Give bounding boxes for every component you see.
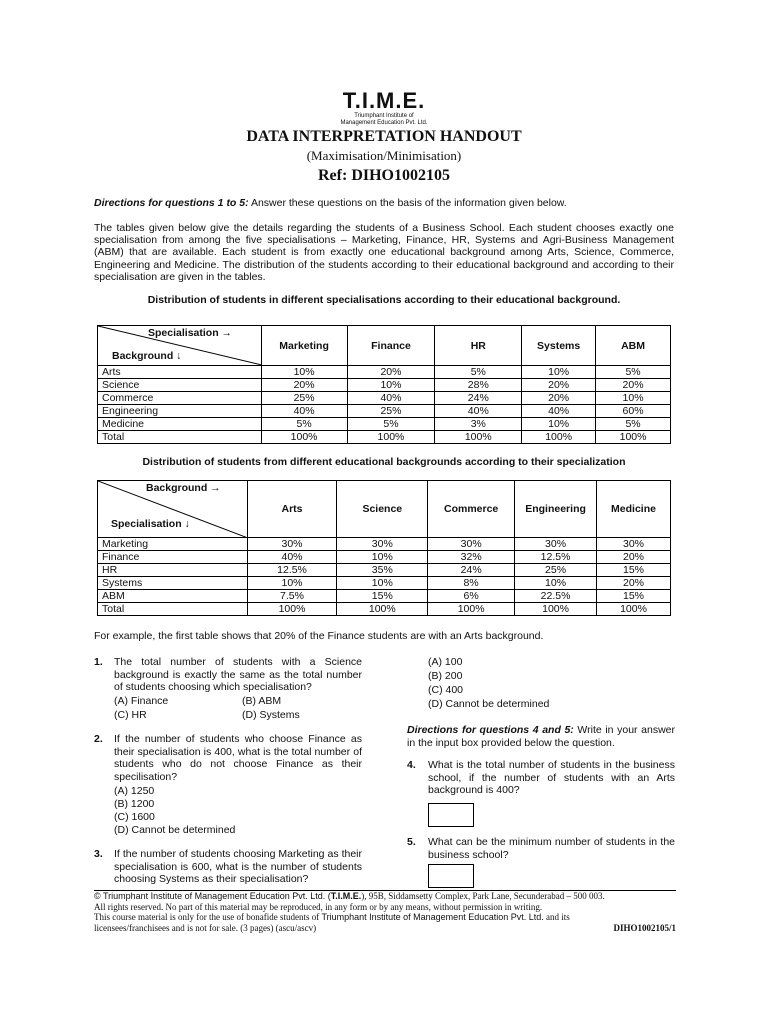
cell: 100% <box>522 431 596 444</box>
cell: 24% <box>428 564 515 577</box>
footer-line3-c: and its <box>543 912 570 923</box>
cell: 100% <box>435 431 522 444</box>
footer-brand: T.I.M.E. <box>330 891 362 901</box>
footer-line4-row <box>94 923 676 934</box>
table2-caption: Distribution of students from different educational backgrounds according to their specialization <box>142 456 626 468</box>
cell: 15% <box>337 590 428 603</box>
directions-1 <box>94 197 674 209</box>
footer <box>94 891 676 933</box>
table1-row <box>98 405 671 418</box>
cell: 5% <box>596 418 671 431</box>
cell: 20% <box>597 577 671 590</box>
cell: 5% <box>347 418 435 431</box>
cell: 30% <box>428 538 515 551</box>
logo-subtitle-line2: Management Education Pvt. Ltd. <box>340 120 428 126</box>
q1-option-b[interactable]: (B) ABM <box>242 695 282 707</box>
q3-option-a[interactable]: (A) 100 <box>428 656 463 668</box>
footer-line3-a: This course material is only for the use of bonafide students of <box>94 912 322 923</box>
table1-corner-top: Specialisation → <box>148 327 233 339</box>
q3-option-c[interactable]: (C) 400 <box>428 684 464 696</box>
question-number: 4. <box>407 759 416 771</box>
row-label: Science <box>98 379 262 392</box>
table2-row <box>98 551 671 564</box>
cell: 10% <box>515 577 597 590</box>
cell: 7.5% <box>247 590 337 603</box>
question-number: 2. <box>94 733 103 745</box>
table1-row <box>98 418 671 431</box>
cell: 15% <box>597 590 671 603</box>
question-text: What can be the minimum number of students in the business school? <box>428 836 675 861</box>
cell: 25% <box>261 392 347 405</box>
question-4 <box>407 759 675 797</box>
table1-col-header: Systems <box>522 326 596 366</box>
cell: 20% <box>522 379 596 392</box>
table1-row <box>98 392 671 405</box>
question-number: 1. <box>94 656 103 668</box>
cell: 5% <box>596 366 671 379</box>
cell: 100% <box>261 431 347 444</box>
question-text: What is the total number of students in the business school, if the number of students with an Arts background is 400? <box>428 759 675 797</box>
q2-option-c[interactable]: (C) 1600 <box>114 811 155 823</box>
row-label: Finance <box>98 551 248 564</box>
table1-col-header: ABM <box>596 326 671 366</box>
table2-corner-top: Background → <box>146 482 221 494</box>
row-label: Commerce <box>98 392 262 405</box>
footer-address: ), 95B, Siddamsetty Complex, Park Lane, Secunderabad – 500 003. <box>361 891 605 901</box>
cell: 10% <box>337 551 428 564</box>
cell: 40% <box>347 392 435 405</box>
table2 <box>97 480 671 616</box>
question-1 <box>94 656 362 694</box>
cell: 100% <box>515 603 597 616</box>
q1-option-a[interactable]: (A) Finance <box>114 695 169 707</box>
table2-col-header: Engineering <box>515 481 597 538</box>
cell: 20% <box>596 379 671 392</box>
cell: 15% <box>597 564 671 577</box>
row-label: Systems <box>98 577 248 590</box>
footer-company: © Triumphant Institute of Management Education Pvt. Ltd. ( <box>94 891 331 901</box>
cell: 100% <box>596 431 671 444</box>
footer-line1 <box>94 891 676 902</box>
cell: 30% <box>337 538 428 551</box>
footer-line3-company: Triumphant Institute of Management Education Pvt. Ltd. <box>321 912 544 923</box>
table1-col-header: Finance <box>347 326 435 366</box>
reference-code: Ref: DIHO1002105 <box>318 167 450 184</box>
cell: 100% <box>337 603 428 616</box>
cell: 12.5% <box>515 551 597 564</box>
cell: 40% <box>435 405 522 418</box>
q1-option-d[interactable]: (D) Systems <box>242 709 300 721</box>
footer-page-code: DIHO1002105/1 <box>613 922 676 933</box>
row-label: Arts <box>98 366 262 379</box>
table1-col-header: Marketing <box>261 326 347 366</box>
table1-corner-cell <box>98 326 262 366</box>
logo: T.I.M.E. <box>342 88 426 113</box>
cell: 30% <box>247 538 337 551</box>
table2-col-header: Commerce <box>428 481 515 538</box>
q2-option-b[interactable]: (B) 1200 <box>114 798 155 810</box>
table2-col-header: Science <box>337 481 428 538</box>
directions-2 <box>407 724 675 749</box>
cell: 22.5% <box>515 590 597 603</box>
cell: 25% <box>515 564 597 577</box>
q1-option-c[interactable]: (C) HR <box>114 709 147 721</box>
cell: 100% <box>597 603 671 616</box>
page-subtitle: (Maximisation/Minimisation) <box>306 148 462 163</box>
cell: 20% <box>347 366 435 379</box>
cell: 10% <box>347 379 435 392</box>
table1-row <box>98 379 671 392</box>
cell: 28% <box>435 379 522 392</box>
directions-1-text: Answer these questions on the basis of the information given below. <box>248 197 567 209</box>
question-2 <box>94 733 362 783</box>
table1-caption: Distribution of students in different specialisations according to their educational background. <box>147 294 621 306</box>
table2-row <box>98 590 671 603</box>
cell: 60% <box>596 405 671 418</box>
example-note: For example, the first table shows that 20% of the Finance students are with an Arts background. <box>94 630 544 642</box>
cell: 10% <box>261 366 347 379</box>
cell: 3% <box>435 418 522 431</box>
cell: 10% <box>337 577 428 590</box>
question-text: If the number of students who choose Finance as their specialisation is 400, what is the total number of students who do not choose Finance as their specilisation? <box>114 733 362 783</box>
table1-col-header: HR <box>435 326 522 366</box>
cell: 20% <box>261 379 347 392</box>
table1 <box>97 325 671 444</box>
cell: 100% <box>428 603 515 616</box>
cell: 100% <box>247 603 337 616</box>
row-label: Marketing <box>98 538 248 551</box>
table1-row <box>98 366 671 379</box>
q2-option-d[interactable]: (D) Cannot be determined <box>114 824 236 836</box>
cell: 10% <box>596 392 671 405</box>
q3-option-d[interactable]: (D) Cannot be determined <box>428 698 550 710</box>
row-label: Total <box>98 603 248 616</box>
cell: 10% <box>247 577 337 590</box>
question-3 <box>94 848 362 886</box>
cell: 20% <box>597 551 671 564</box>
table1-corner-bottom: Background ↓ <box>112 350 182 362</box>
intro-paragraph: The tables given below give the details regarding the students of a Business School. Each student chooses exactly one specialisation from among the five specialisations – Marketing, Finance, HR, Systems and Agri-Business Management (ABM) that are available. Each student is from exactly one educational background among Arts, Science, Commerce, Engineering and Medicine. The distribution of the students according to their educational background and according to their specialisation are given in the tables. <box>94 222 674 283</box>
cell: 10% <box>522 366 596 379</box>
q4-answer-input[interactable] <box>428 803 474 827</box>
q5-answer-input[interactable] <box>428 864 474 888</box>
question-number: 3. <box>94 848 103 860</box>
row-label: Total <box>98 431 262 444</box>
footer-line3 <box>94 912 676 923</box>
table2-corner-bottom: Specialisation ↓ <box>111 518 190 530</box>
cell: 25% <box>347 405 435 418</box>
table2-row <box>98 538 671 551</box>
table1-row <box>98 431 671 444</box>
row-label: Engineering <box>98 405 262 418</box>
cell: 35% <box>337 564 428 577</box>
question-text: If the number of students choosing Marketing as their specialisation is 600, what is the number of students choosing Systems as their specialisation? <box>114 848 362 886</box>
cell: 30% <box>597 538 671 551</box>
table2-row <box>98 577 671 590</box>
question-5 <box>407 836 675 861</box>
question-number: 5. <box>407 836 416 848</box>
cell: 40% <box>261 405 347 418</box>
cell: 40% <box>247 551 337 564</box>
table2-row <box>98 603 671 616</box>
cell: 6% <box>428 590 515 603</box>
cell: 5% <box>435 366 522 379</box>
cell: 30% <box>515 538 597 551</box>
directions-2-lead: Directions for questions 4 and 5: <box>407 724 574 736</box>
table2-col-header: Arts <box>247 481 337 538</box>
cell: 12.5% <box>247 564 337 577</box>
logo-subtitle-line1: Triumphant Institute of <box>354 113 414 119</box>
table2-col-header: Medicine <box>597 481 671 538</box>
row-label: HR <box>98 564 248 577</box>
cell: 40% <box>522 405 596 418</box>
table2-row <box>98 564 671 577</box>
cell: 5% <box>261 418 347 431</box>
directions-2-text: Write in your answer in the input box provided below the question. <box>407 724 675 749</box>
cell: 20% <box>522 392 596 405</box>
table2-corner-cell <box>98 481 248 538</box>
row-label: Medicine <box>98 418 262 431</box>
directions-1-lead: Directions for questions 1 to 5: <box>94 197 249 209</box>
footer-line2: All rights reserved. No part of this material may be reproduced, in any form or by any means, without permission in writing. <box>94 901 543 912</box>
row-label: ABM <box>98 590 248 603</box>
q3-option-b[interactable]: (B) 200 <box>428 670 463 682</box>
page-title: DATA INTERPRETATION HANDOUT <box>246 128 522 145</box>
footer-line4: licensees/franchisees and is not for sale. (3 pages) (ascu/ascv) <box>94 922 317 933</box>
cell: 8% <box>428 577 515 590</box>
cell: 32% <box>428 551 515 564</box>
cell: 24% <box>435 392 522 405</box>
q2-option-a[interactable]: (A) 1250 <box>114 785 155 797</box>
cell: 10% <box>522 418 596 431</box>
question-text: The total number of students with a Science background is exactly the same as the total number of students choosing which specialisation? <box>114 656 362 694</box>
cell: 100% <box>347 431 435 444</box>
